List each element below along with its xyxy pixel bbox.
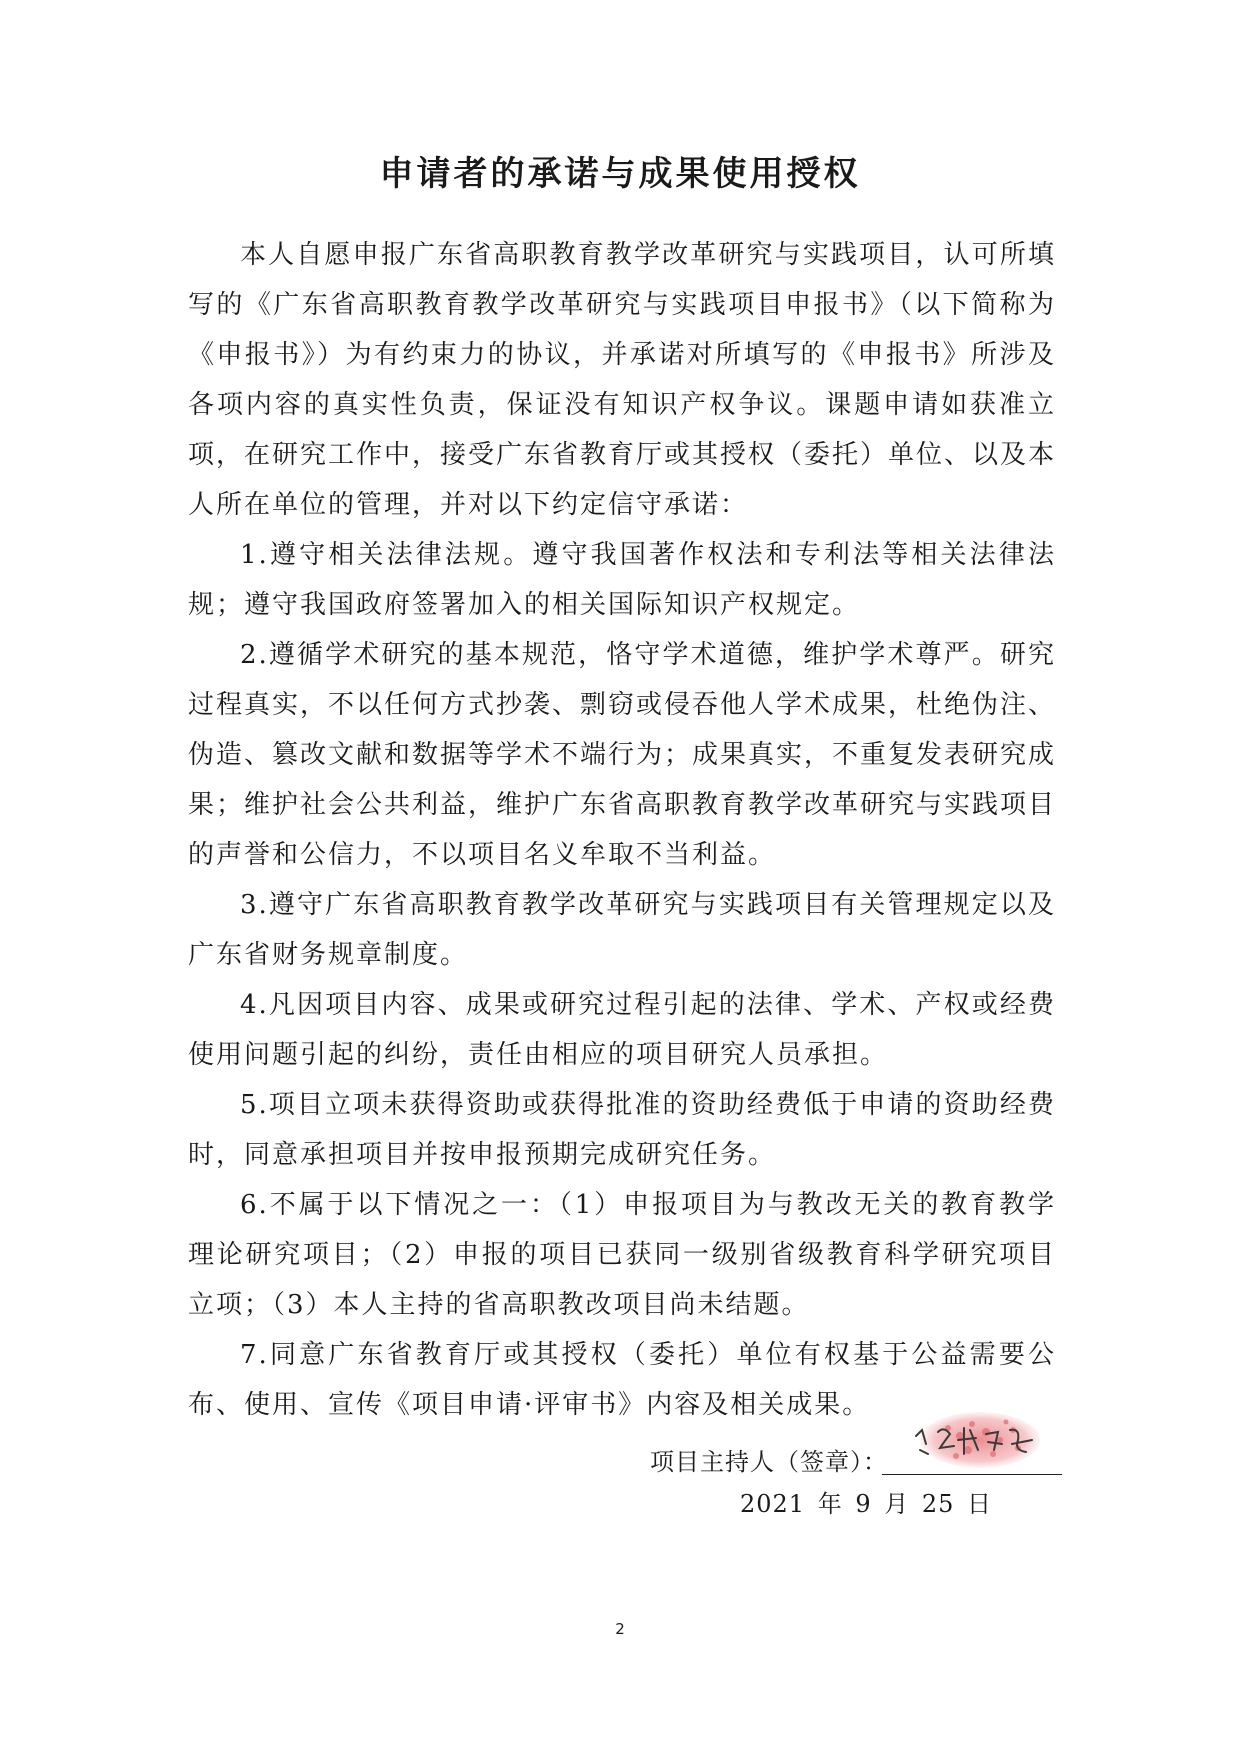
commitment-body: [188, 230, 1056, 1430]
clause-6: 6.不属于以下情况之一：（1）申报项目为与教改无关的教育教学理论研究项目；（2）申报的项目已获同一级别省级教育科学研究项目立项；（3）本人主持的省高职教改项目尚未结题。: [188, 1190, 1056, 1320]
page-number: 2: [615, 1620, 625, 1638]
intro-paragraph: 本人自愿申报广东省高职教育教学改革研究与实践项目，认可所填写的《广东省高职教育教学改革研究与实践项目申报书》（以下简称为《申报书》）为有约束力的协议，并承诺对所填写的《申报书》所涉及各项内容的真实性负责，保证没有知识产权争议。课题申请如获准立项，在研究工作中，接受广东省教育厅或其授权（委托）单位、以及本人所在单位的管理，并对以下约定信守承诺：: [188, 240, 1057, 520]
clause-1: 1.遵守相关法律法规。遵守我国著作权法和专利法等相关法律法规；遵守我国政府签署加入的相关国际知识产权规定。: [188, 540, 1056, 620]
signature-block: [650, 1410, 1070, 1550]
signature-line: [882, 1474, 1062, 1475]
signature-date: 2021 年 9 月 25 日: [740, 1490, 993, 1518]
clause-3: 3.遵守广东省高职教育教学改革研究与实践项目有关管理规定以及广东省财务规章制度。: [188, 890, 1056, 970]
page-title: 申请者的承诺与成果使用授权: [379, 154, 861, 194]
signature-label: 项目主持人（签章）：: [650, 1448, 888, 1476]
clause-2: 2.遵循学术研究的基本规范，恪守学术道德，维护学术尊严。研究过程真实，不以任何方式抄袭、剽窃或侵吞他人学术成果，杜绝伪注、伪造、篡改文献和数据等学术不端行为；成果真实，不重复发表研究成果；维护社会公共利益，维护广东省高职教育教学改革研究与实践项目的声誉和公信力，不以项目名义牟取不当利益。: [188, 640, 1057, 870]
clause-4: 4.凡因项目内容、成果或研究过程引起的法律、学术、产权或经费使用问题引起的纠纷，责任由相应的项目研究人员承担。: [188, 990, 1056, 1070]
clause-5: 5.项目立项未获得资助或获得批准的资助经费低于申请的资助经费时，同意承担项目并按申报预期完成研究任务。: [188, 1090, 1056, 1170]
signature-seal-image: [898, 1410, 1048, 1472]
clause-7: 7.同意广东省教育厅或其授权（委托）单位有权基于公益需要公布、使用、宣传《项目申请·评审书》内容及相关成果。: [188, 1340, 1056, 1420]
